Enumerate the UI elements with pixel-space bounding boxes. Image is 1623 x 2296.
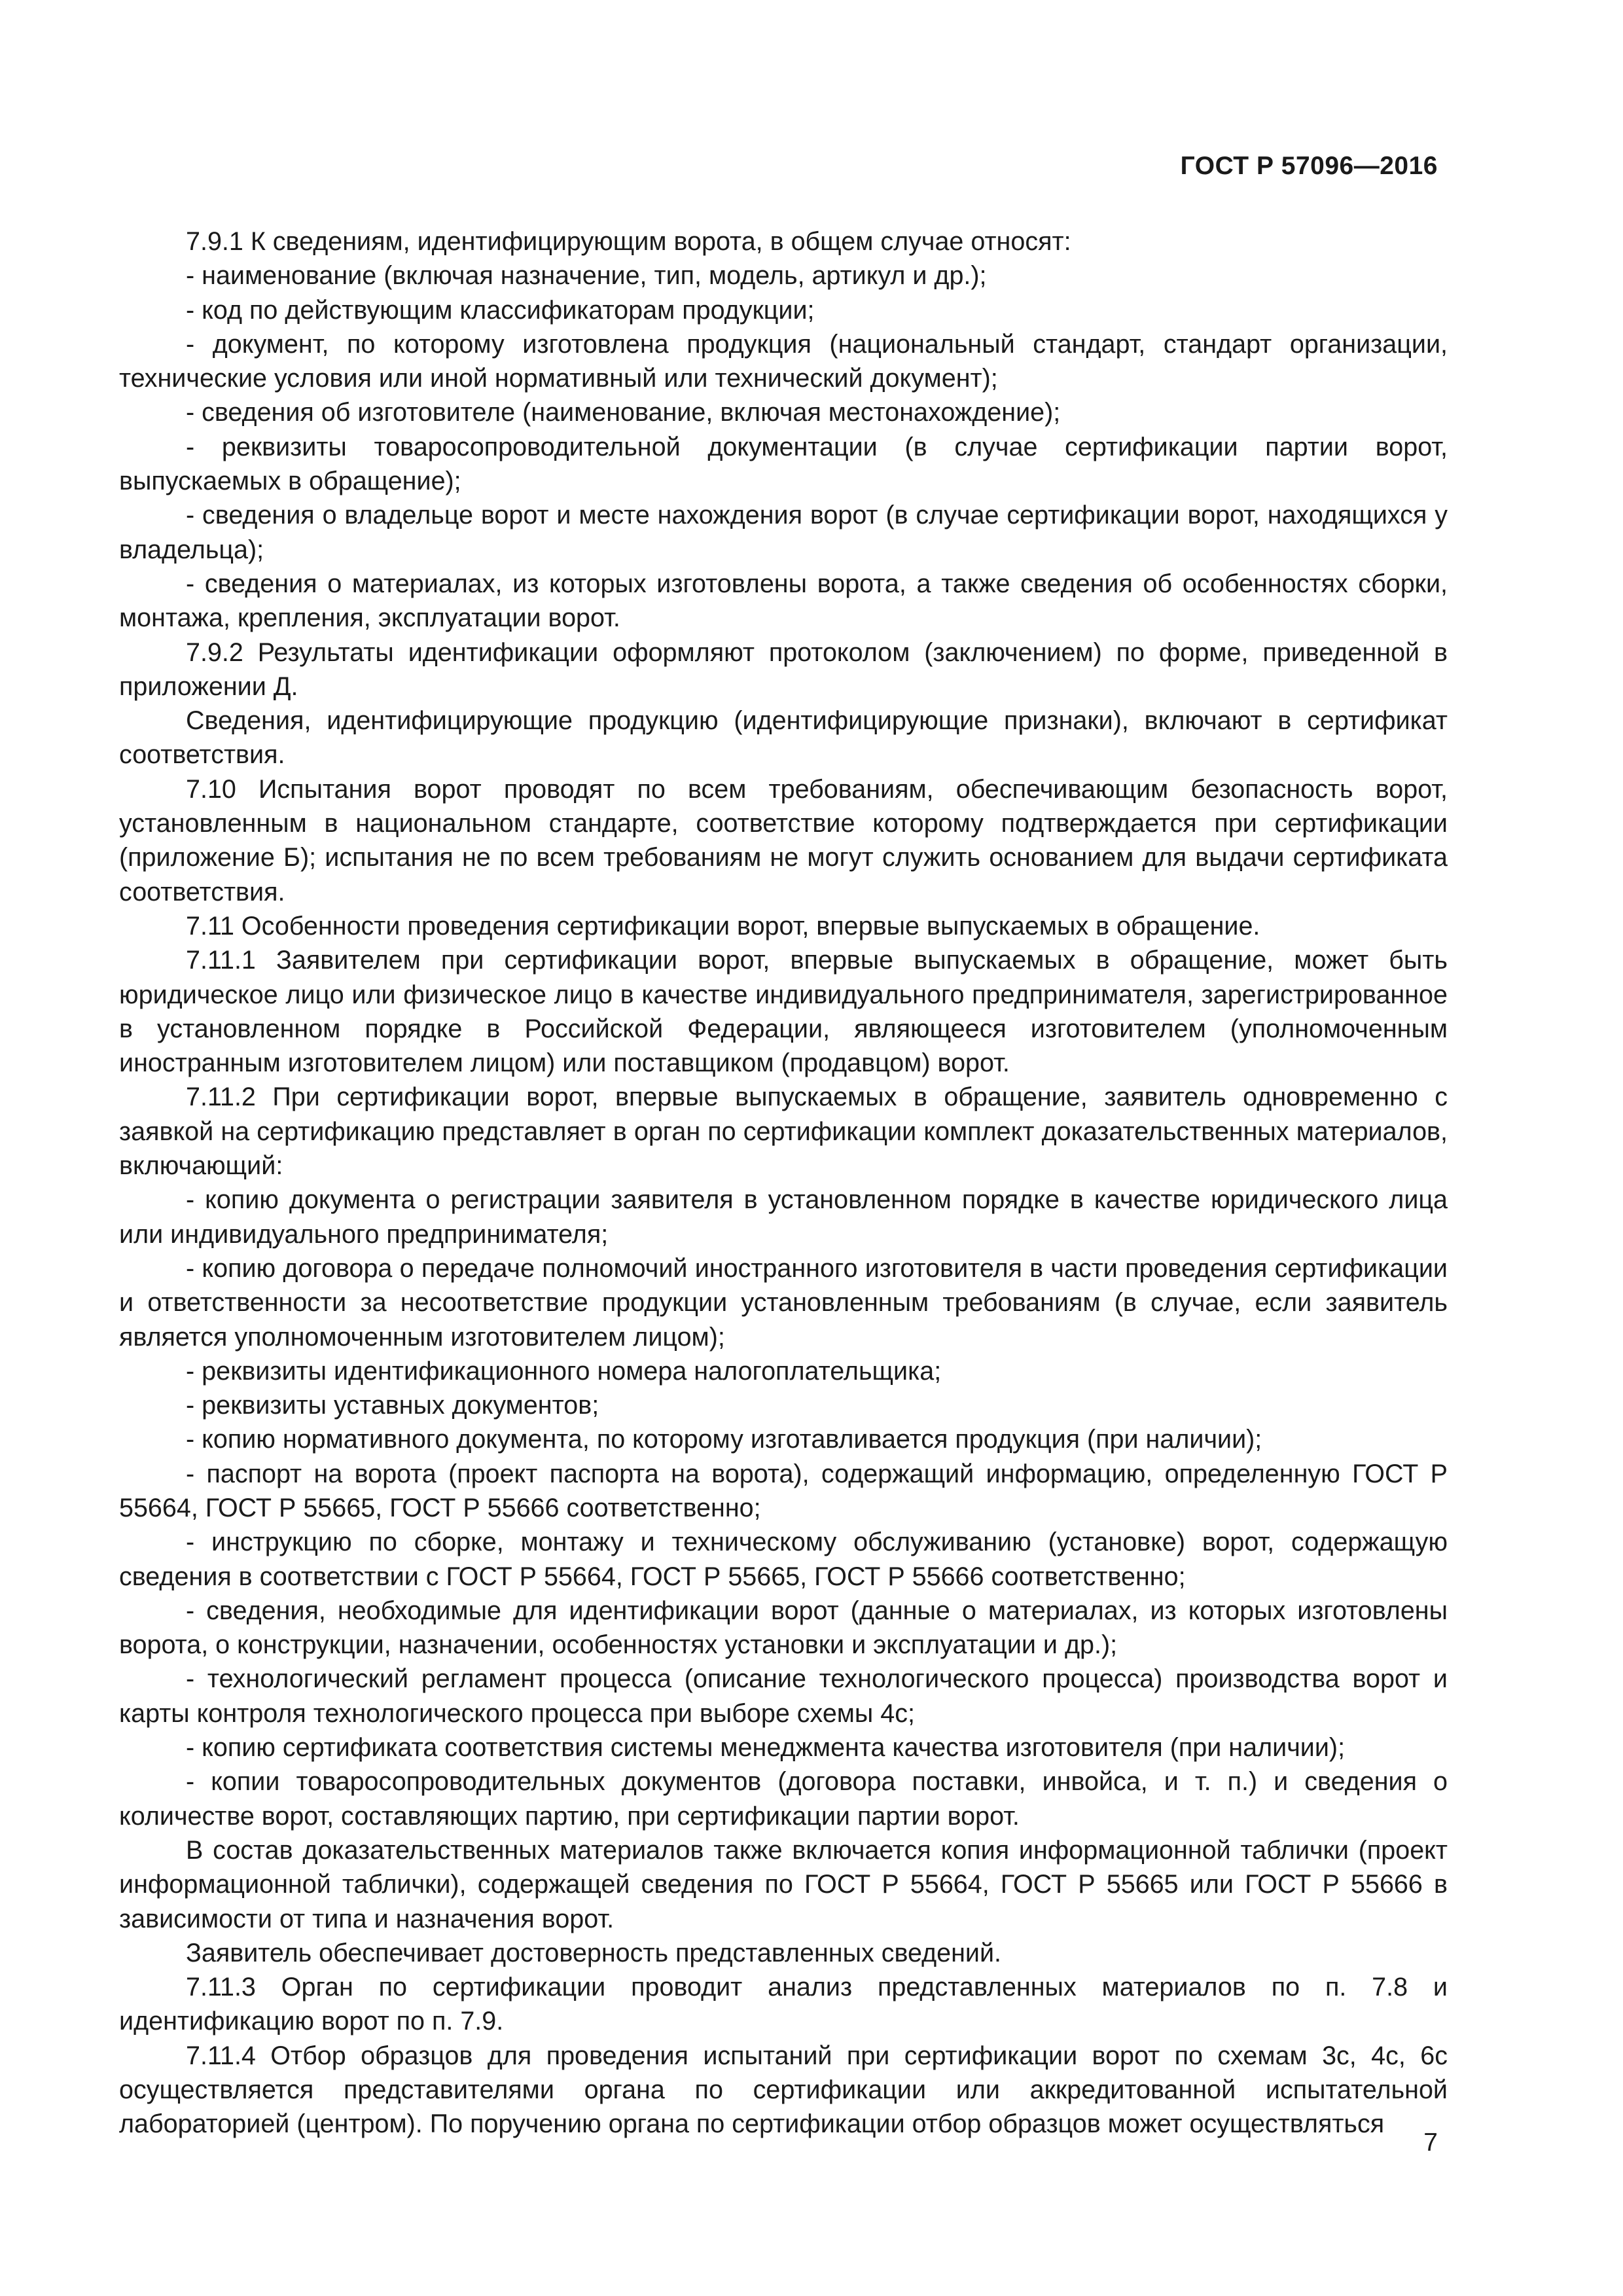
paragraph: В состав доказательственных материалов также включается копия информационной таблички (проект информационной таблички), содержащей сведения по ГОСТ Р 55664, ГОСТ Р 55665 или ГОСТ Р 55666 в зависимости от типа и назначения ворот. <box>119 1835 1448 1933</box>
paragraph: 7.11.3 Орган по сертификации проводит анализ представленных материалов по п. 7.8 и идентификацию ворот по п. 7.9. <box>119 1973 1448 2036</box>
list-item: - копию договора о передаче полномочий иностранного изготовителя в части проведения сертификации и ответственности за несоответствие продукции установленным требованиям (в случае, если заявитель является уполномоченным изготовителем лицом); <box>119 1253 1448 1352</box>
document-body <box>119 224 1448 2142</box>
page-number: 7 <box>1423 2128 1438 2157</box>
list-item: - копию нормативного документа, по которому изготавливается продукция (при наличии); <box>186 1425 1262 1454</box>
list-item: - документ, по которому изготовлена продукция (национальный стандарт, стандарт организации, технические условия или иной нормативный или технический документ); <box>119 329 1448 393</box>
paragraph: Заявитель обеспечивает достоверность представленных сведений. <box>186 1938 1002 1967</box>
paragraph: 7.11 Особенности проведения сертификации ворот, впервые выпускаемых в обращение. <box>186 911 1260 941</box>
paragraph: 7.11.2 При сертификации ворот, впервые выпускаемых в обращение, заявитель одновременно с заявкой на сертификацию представляет в орган по сертификации комплект доказательственных материалов, включающий: <box>119 1083 1448 1181</box>
list-item: - сведения о владельце ворот и месте нахождения ворот (в случае сертификации ворот, находящихся у владельца); <box>119 501 1448 564</box>
paragraph: Сведения, идентифицирующие продукцию (идентифицирующие признаки), включают в сертификат соответствия. <box>119 706 1448 770</box>
list-item: - реквизиты товаросопроводительной документации (в случае сертификации партии ворот, выпускаемых в обращение); <box>119 432 1448 496</box>
list-item: - сведения об изготовителе (наименование, включая местонахождение); <box>186 398 1061 427</box>
list-item: - наименование (включая назначение, тип, модель, артикул и др.); <box>186 261 987 291</box>
list-item: - реквизиты идентификационного номера налогоплательщика; <box>186 1356 942 1386</box>
list-item: - технологический регламент процесса (описание технологического процесса) производства ворот и карты контроля технологического процесса при выборе схемы 4с; <box>119 1664 1448 1728</box>
list-item: - копию сертификата соответствия системы менеджмента качества изготовителя (при наличии); <box>186 1733 1346 1763</box>
list-item: - копию документа о регистрации заявителя в установленном порядке в качестве юридического лица или индивидуального предпринимателя; <box>119 1185 1448 1249</box>
paragraph: 7.9.1 К сведениям, идентифицирующим ворота, в общем случае относят: <box>186 227 1071 256</box>
list-item: - сведения о материалах, из которых изготовлены ворота, а также сведения об особенностях сборки, монтажа, крепления, эксплуатации ворот. <box>119 569 1448 633</box>
list-item: - сведения, необходимые для идентификации ворот (данные о материалах, из которых изготовлены ворота, о конструкции, назначении, особенностях установки и эксплуатации и др.); <box>119 1596 1448 1660</box>
paragraph: 7.11.1 Заявителем при сертификации ворот, впервые выпускаемых в обращение, может быть юридическое лицо или физическое лицо в качестве индивидуального предпринимателя, зарегистрированное в установленном порядке в Российской Федерации, являющееся изготовителем (уполномоченным иностранным изготовителем лицом) или поставщиком (продавцом) ворот. <box>119 946 1448 1078</box>
paragraph: 7.9.2 Результаты идентификации оформляют протоколом (заключением) по форме, приведенной в приложении Д. <box>119 637 1448 701</box>
paragraph: 7.11.4 Отбор образцов для проведения испытаний при сертификации ворот по схемам 3с, 4с, 6с осуществляется представителями органа по сертификации или аккредитованной испытательной лабораторией (центром). По поручению органа по сертификации отбор образцов может осуществляться <box>119 2041 1448 2139</box>
list-item: - копии товаросопроводительных документов (договора поставки, инвойса, и т. п.) и сведения о количестве ворот, составляющих партию, при сертификации партии ворот. <box>119 1767 1448 1831</box>
list-item: - паспорт на ворота (проект паспорта на ворота), содержащий информацию, определенную ГОСТ Р 55664, ГОСТ Р 55665, ГОСТ Р 55666 соответственно; <box>119 1459 1448 1522</box>
document-header-standard-code: ГОСТ Р 57096—2016 <box>1180 152 1438 180</box>
list-item: - реквизиты уставных документов; <box>186 1391 599 1420</box>
paragraph: 7.10 Испытания ворот проводят по всем требованиям, обеспечивающим безопасность ворот, установленным в национальном стандарте, соответствие которому подтверждается при сертификации (приложение Б); испытания не по всем требованиям не могут служить основанием для выдачи сертификата соответствия. <box>119 774 1448 906</box>
list-item: - инструкцию по сборке, монтажу и техническому обслуживанию (установке) ворот, содержащую сведения в соответствии с ГОСТ Р 55664, ГОСТ Р 55665, ГОСТ Р 55666 соответственно; <box>119 1528 1448 1591</box>
list-item: - код по действующим классификаторам продукции; <box>186 295 815 325</box>
